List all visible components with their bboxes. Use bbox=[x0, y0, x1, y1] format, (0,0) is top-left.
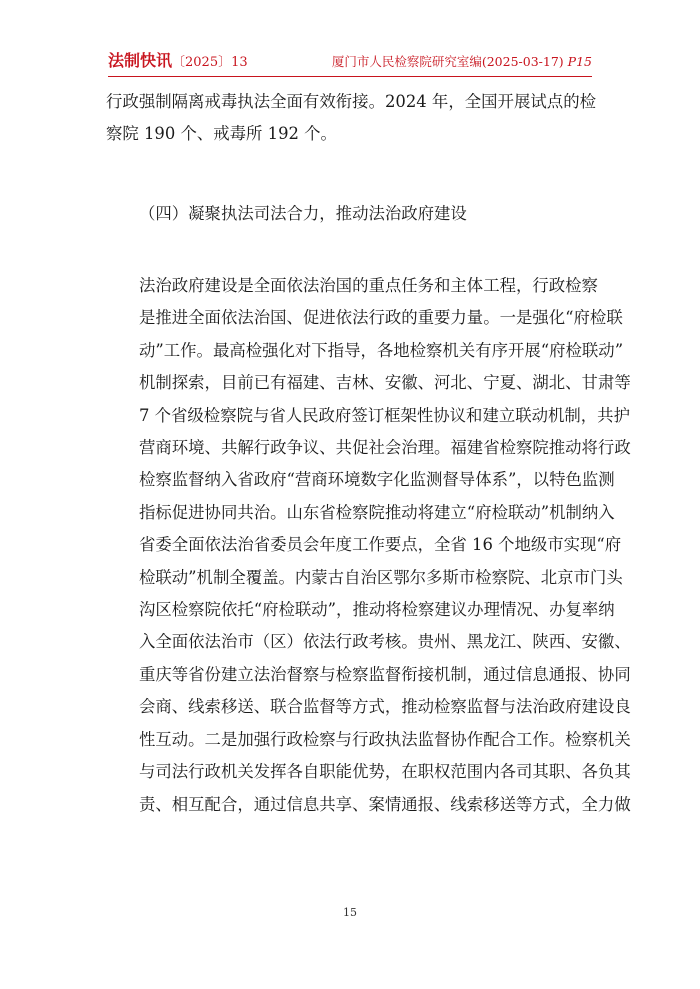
text-line: 行政强制隔离戒毒执法全面有效衔接。2024 年，全国开展试点的检 bbox=[106, 92, 596, 111]
text-line: 会商、线索移送、联合监督等方式，推动检察监督与法治政府建设良 bbox=[139, 697, 631, 717]
text-line: 察院 190 个、戒毒所 192 个。 bbox=[106, 124, 337, 144]
text-line: 法治政府建设是全面依法治国的重点任务和主体工程，行政检察 bbox=[139, 276, 598, 295]
text-line: 沟区检察院依托“府检联动”，推动将检察建议办理情况、办复率纳 bbox=[139, 600, 615, 620]
text-line: 责、相互配合，通过信息共享、案情通报、线索移送等方式，全力做 bbox=[139, 794, 631, 814]
text-line: 营商环境、共解行政争议、共促社会治理。福建省检察院推动将行政 bbox=[139, 438, 631, 458]
text-line: 检察监督纳入省政府“营商环境数字化监测督导体系”，以特色监测 bbox=[139, 470, 615, 490]
text-line: 与司法行政机关发挥各自职能优势，在职权范围内各司其职、各负其 bbox=[139, 762, 631, 782]
paragraph-2 bbox=[106, 270, 631, 821]
issue-number: 〔2025〕13 bbox=[172, 55, 248, 70]
text-line: 入全面依法治市（区）依法行政考核。贵州、黑龙江、陕西、安徽、 bbox=[139, 632, 631, 652]
page-number: 15 bbox=[343, 906, 357, 919]
page-header bbox=[108, 50, 592, 80]
text-line: 7 个省级检察院与省人民政府签订框架性协议和建立联动机制，共护 bbox=[139, 405, 630, 425]
text-line: 机制探索，目前已有福建、吉林、安徽、河北、宁夏、湖北、甘肃等 bbox=[139, 373, 631, 393]
header-page-label: P15 bbox=[567, 54, 592, 69]
text-line: 性互动。二是加强行政检察与行政执法监督协作配合工作。检察机关 bbox=[139, 729, 631, 749]
text-line: 是推进全面依法治国、促进依法行政的重要力量。一是强化“府检联 bbox=[139, 308, 623, 328]
paragraph-1 bbox=[106, 86, 596, 151]
editor-and-date: 厦门市人民检察院研究室编(2025-03-17) bbox=[331, 54, 564, 69]
text-line: 检联动”机制全覆盖。内蒙古自治区鄂尔多斯市检察院、北京市门头 bbox=[139, 567, 623, 587]
text-line: 省委全面依法治省委员会年度工作要点，全省 16 个地级市实现“府 bbox=[139, 535, 622, 555]
text-line: 动”工作。最高检强化对下指导，各地检察机关有序开展“府检联动” bbox=[139, 340, 624, 360]
publication-source bbox=[332, 52, 592, 72]
section-heading: （四）凝聚执法司法合力，推动法治政府建设 bbox=[139, 204, 467, 223]
header-divider bbox=[108, 76, 592, 77]
publication-name: 法制快讯 bbox=[108, 51, 173, 70]
text-line: 指标促进协同共治。山东省检察院推动将建立“府检联动”机制纳入 bbox=[139, 502, 615, 522]
text-line: 重庆等省份建立法治督察与检察监督衔接机制，通过信息通报、协同 bbox=[139, 664, 631, 684]
publication-title bbox=[108, 50, 248, 74]
